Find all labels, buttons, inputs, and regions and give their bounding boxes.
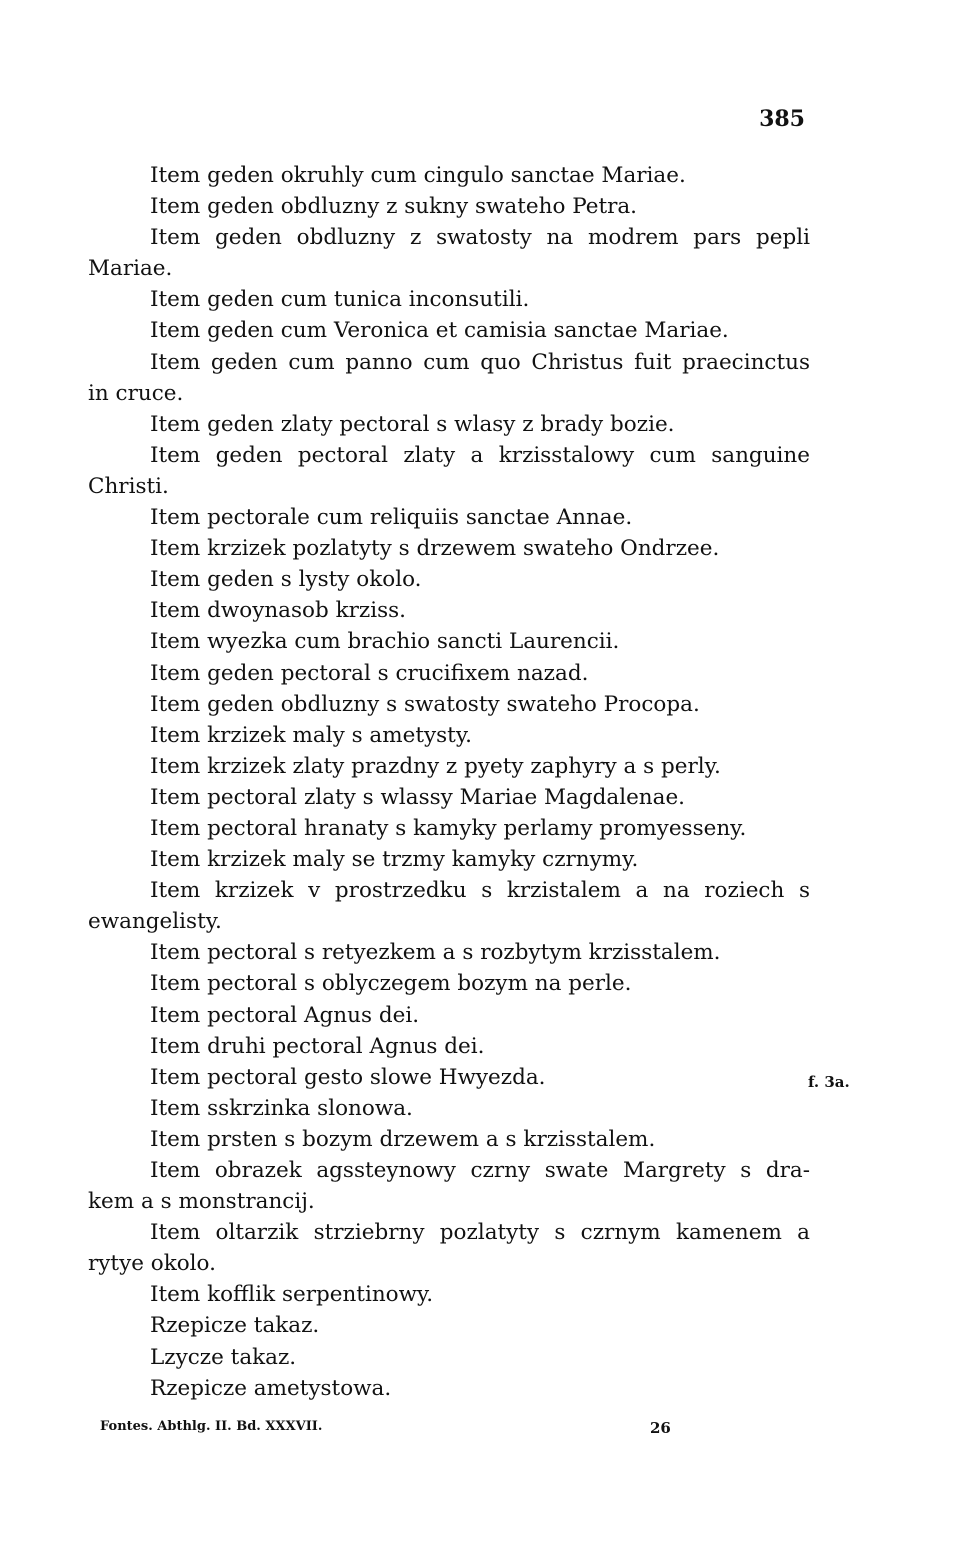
- entry-line: Item krzizek pozlatyty s drzewem swateho Ondrzee.: [150, 536, 720, 562]
- inventory-entry: [88, 689, 810, 720]
- inventory-entry: [88, 1373, 810, 1404]
- inventory-entry: [88, 440, 810, 502]
- entry-line: Item geden pectoral s crucifixem nazad.: [150, 660, 589, 686]
- entry-line: Item geden pectoral zlaty a krzisstalowy cum sanguine: [150, 442, 810, 468]
- entry-line: Item geden okruhly cum cingulo sanctae Mariae.: [150, 163, 686, 188]
- entry-continuation-line: rytye okolo.: [88, 1251, 216, 1277]
- page-number: 385: [759, 106, 805, 132]
- entry-line: Item pectoral Agnus dei.: [150, 1002, 420, 1028]
- footer-signature-mark: 26: [650, 1419, 671, 1437]
- inventory-entry: [88, 782, 810, 813]
- entry-line: Item geden cum tunica inconsutili.: [150, 287, 530, 313]
- inventory-entry: [88, 968, 810, 999]
- entry-line: Item geden obdluzny s swatosty swateho Procopa.: [150, 691, 700, 717]
- entry-line: Item geden zlaty pectoral s wlasy z brady bozie.: [150, 411, 675, 437]
- entry-line: Item krzizek v prostrzedku s krzistalem a na roziech s: [150, 878, 810, 904]
- inventory-list: [88, 160, 810, 1404]
- marginal-folio-note: f. 3a.: [808, 1073, 850, 1091]
- entry-line: Rzepicze takaz.: [150, 1313, 320, 1339]
- inventory-entry: [88, 813, 810, 844]
- entry-line: Item kofflik serpentinowy.: [150, 1282, 434, 1308]
- inventory-entry: [88, 1031, 810, 1062]
- entry-line: Item prsten s bozym drzewem a s krzisstalem.: [150, 1126, 656, 1152]
- entry-line: Item pectoral s oblyczegem bozym na perle.: [150, 971, 632, 997]
- inventory-entry: [88, 1342, 810, 1373]
- inventory-entry: [88, 626, 810, 657]
- inventory-entry: [88, 937, 810, 968]
- entry-line: Lzycze takaz.: [150, 1344, 297, 1370]
- inventory-entry: [88, 533, 810, 564]
- inventory-entry: [88, 1093, 810, 1124]
- entry-line: Item sskrzinka slonowa.: [150, 1095, 413, 1121]
- inventory-entry: [88, 160, 810, 191]
- inventory-entry: [88, 564, 810, 595]
- entry-line: Item krzizek maly s ametysty.: [150, 722, 472, 748]
- entry-line: Item geden cum Veronica et camisia sanctae Mariae.: [150, 318, 729, 344]
- entry-line: Item wyezka cum brachio sancti Laurencii.: [150, 629, 620, 655]
- inventory-entry: [88, 409, 810, 440]
- entry-line: Item oltarzik strziebrny pozlatyty s czrnym kamenem a: [150, 1220, 810, 1246]
- entry-continuation-line: Christi.: [88, 473, 169, 499]
- inventory-entry: [88, 751, 810, 782]
- inventory-entry: [88, 1062, 810, 1093]
- entry-line: Item krzizek maly se trzmy kamyky czrnymy.: [150, 847, 639, 873]
- inventory-entry: [88, 1155, 810, 1217]
- inventory-entry: [88, 284, 810, 315]
- entry-line: Item geden cum panno cum quo Christus fuit praecinctus: [150, 349, 810, 375]
- inventory-entry: [88, 658, 810, 689]
- inventory-entry: [88, 1124, 810, 1155]
- entry-continuation-line: in cruce.: [88, 380, 184, 406]
- inventory-entry: [88, 1000, 810, 1031]
- inventory-entry: [88, 1217, 810, 1279]
- entry-line: Item pectoral s retyezkem a s rozbytym krzisstalem.: [150, 940, 721, 966]
- inventory-entry: [88, 347, 810, 409]
- entry-continuation-line: ewangelisty.: [88, 909, 222, 935]
- inventory-entry: [88, 191, 810, 222]
- inventory-entry: [88, 844, 810, 875]
- entry-line: Item pectoral zlaty s wlassy Mariae Magdalenae.: [150, 784, 686, 810]
- inventory-entry: [88, 315, 810, 346]
- entry-line: Item pectoral hranaty s kamyky perlamy promyesseny.: [150, 815, 747, 841]
- inventory-entry: [88, 1279, 810, 1310]
- inventory-entry: [88, 720, 810, 751]
- footer-series-title: Fontes. Abthlg. II. Bd. XXXVII.: [100, 1419, 323, 1434]
- entry-line: Rzepicze ametystowa.: [150, 1375, 392, 1401]
- entry-line: Item geden obdluzny z sukny swateho Petra.: [150, 194, 638, 220]
- entry-continuation-line: kem a s monstrancij.: [88, 1189, 315, 1215]
- inventory-entry: [88, 595, 810, 626]
- entry-line: Item krzizek zlaty prazdny z pyety zaphyry a s perly.: [150, 753, 721, 779]
- entry-line: Item geden obdluzny z swatosty na modrem pars pepli: [150, 225, 810, 251]
- entry-line: Item geden s lysty okolo.: [150, 567, 422, 593]
- entry-line: Item dwoynasob krziss.: [150, 598, 406, 624]
- inventory-entry: [88, 222, 810, 284]
- inventory-entry: [88, 502, 810, 533]
- entry-continuation-line: Mariae.: [88, 256, 173, 282]
- entry-line: Item druhi pectoral Agnus dei.: [150, 1033, 485, 1059]
- inventory-entry: [88, 1310, 810, 1341]
- entry-line: Item obrazek agssteynowy czrny swate Margrety s dra-: [150, 1158, 810, 1183]
- entry-line: Item pectoral gesto slowe Hwyezda.: [150, 1064, 546, 1090]
- inventory-entry: [88, 875, 810, 937]
- entry-line: Item pectorale cum reliquiis sanctae Annae.: [150, 505, 633, 531]
